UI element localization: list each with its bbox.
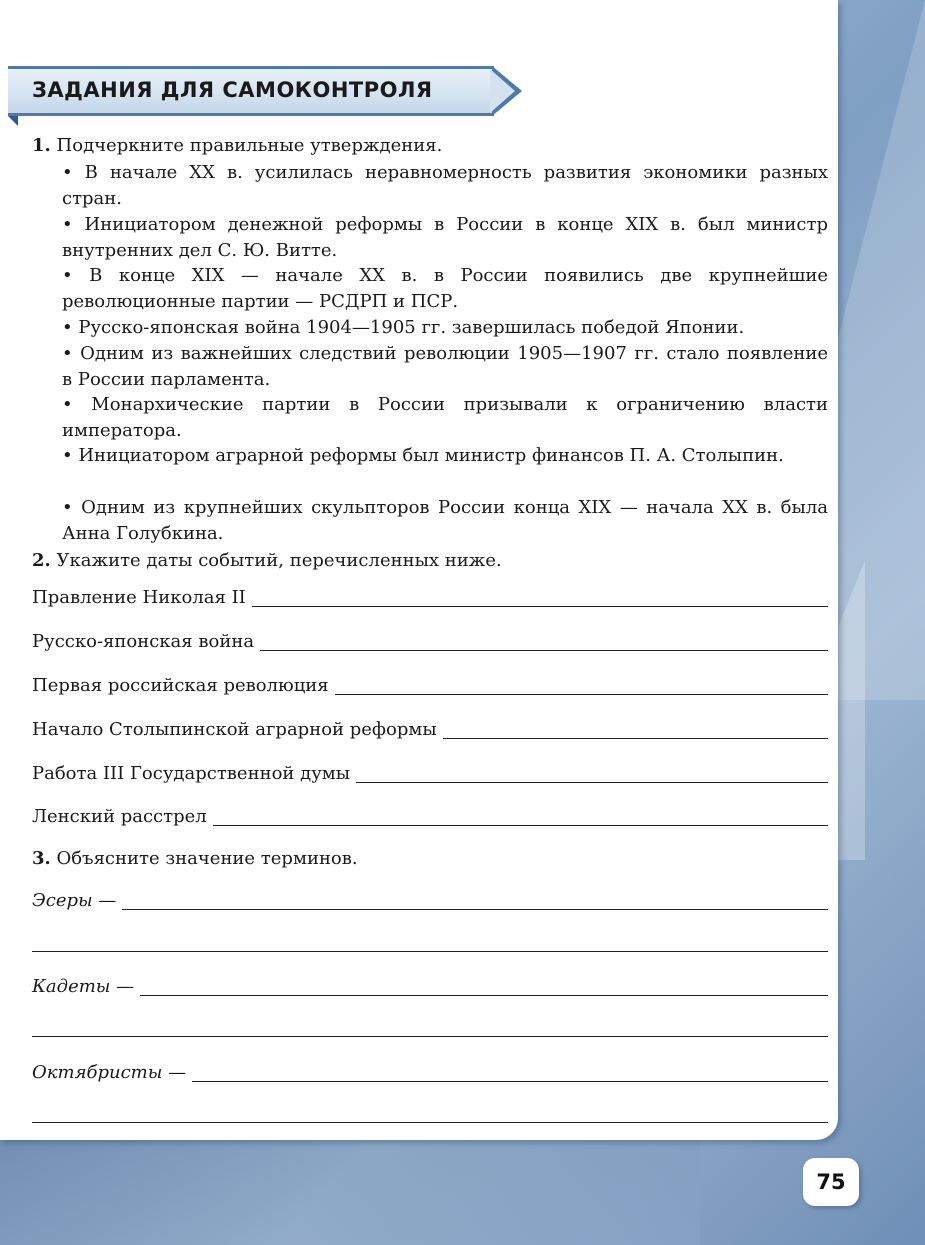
statement[interactable]: • Монархические партии в России призывали к ограничению власти императора.: [62, 394, 828, 441]
section-title: ЗАДАНИЯ ДЛЯ САМОКОНТРОЛЯ: [32, 78, 433, 102]
term-label: Кадеты —: [32, 976, 135, 997]
task-2-heading: [32, 548, 828, 574]
date-fill-row: [32, 715, 828, 743]
page-number: 75: [803, 1158, 859, 1206]
answer-line[interactable]: [32, 951, 828, 952]
term-fill-row: [32, 886, 828, 914]
answer-line[interactable]: [32, 1122, 828, 1123]
term-label: Эсеры —: [32, 890, 117, 911]
date-fill-row: [32, 583, 828, 611]
banner-arrow-fill: [490, 69, 515, 113]
task-prompt: Объясните значение терминов.: [56, 848, 358, 869]
task-number: 1.: [32, 135, 51, 156]
answer-line[interactable]: [213, 807, 828, 826]
event-label: Русско-японская война: [32, 631, 255, 652]
date-fill-row: [32, 802, 828, 830]
task-number: 2.: [32, 550, 51, 571]
statement[interactable]: • Одним из крупнейших скульпторов России конца XIX — начала XX в. была Анна Голубкина.: [62, 497, 828, 544]
event-label: Начало Столыпинской аграрной реформы: [32, 719, 437, 740]
answer-line[interactable]: [356, 764, 828, 783]
statement[interactable]: • В начале XX в. усилилась неравномерность развития экономики разных стран.: [62, 162, 828, 209]
task-1-heading: [32, 133, 828, 159]
answer-line[interactable]: [32, 1036, 828, 1037]
task-prompt: Укажите даты событий, перечисленных ниже.: [56, 550, 502, 571]
event-label: Правление Николая II: [32, 587, 246, 608]
term-label: Октябристы —: [32, 1062, 187, 1083]
statement[interactable]: • В конце XIX — начале XX в. в России появились две крупнейшие революционные партии — РСДРП и ПСР.: [62, 265, 828, 312]
answer-line[interactable]: [192, 1063, 828, 1082]
event-label: Ленский расстрел: [32, 806, 207, 827]
statement[interactable]: • Одним из важнейших следствий революции 1905—1907 гг. стало появление в России парламента.: [62, 343, 828, 390]
term-fill-row: [32, 972, 828, 1000]
date-fill-row: [32, 759, 828, 787]
answer-line[interactable]: [260, 632, 828, 651]
task-number: 3.: [32, 848, 51, 869]
task-3-heading: [32, 846, 828, 872]
date-fill-row: [32, 671, 828, 699]
event-label: Первая российская революция: [32, 675, 329, 696]
date-fill-row: [32, 627, 828, 655]
statement[interactable]: • Русско-японская война 1904—1905 гг. завершилась победой Японии.: [62, 317, 745, 338]
banner-fold: [8, 116, 18, 126]
answer-line[interactable]: [252, 588, 828, 607]
answer-line[interactable]: [443, 720, 828, 739]
statement[interactable]: • Инициатором аграрной реформы был министр финансов П. А. Столыпин.: [62, 445, 784, 466]
event-label: Работа III Государственной думы: [32, 763, 351, 784]
answer-line[interactable]: [122, 891, 828, 910]
statement[interactable]: • Инициатором денежной реформы в России в конце XIX в. был министр внутренних дел С. Ю. Витте.: [62, 214, 828, 261]
answer-line[interactable]: [140, 977, 828, 996]
task-prompt: Подчеркните правильные утверждения.: [56, 135, 443, 156]
term-fill-row: [32, 1058, 828, 1086]
background-shape: [0, 1125, 700, 1245]
answer-line[interactable]: [335, 676, 828, 695]
